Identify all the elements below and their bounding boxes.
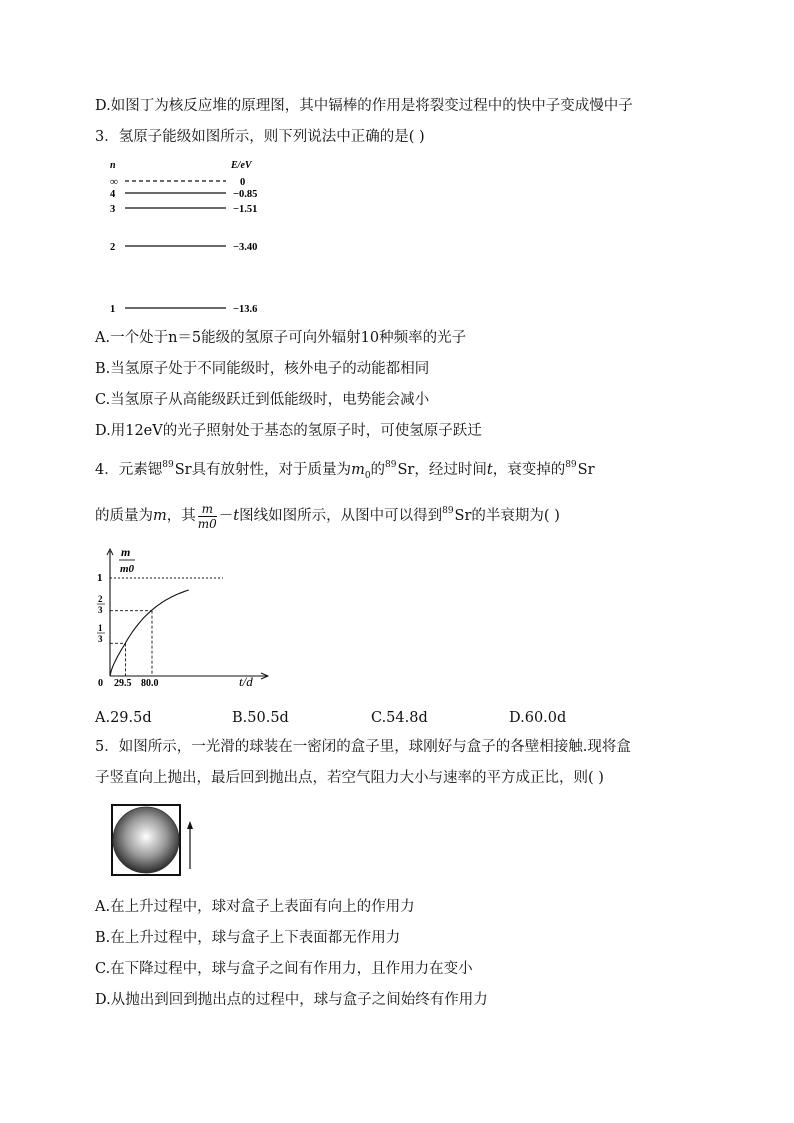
level-n-2: 2 [110, 242, 116, 253]
level-e-3: −1.51 [233, 204, 258, 215]
energy-level-diagram [100, 158, 300, 320]
level-n-1: 1 [110, 304, 116, 315]
q4-option-a: A.29.5d [95, 710, 152, 726]
question-5-line-2: 子竖直向上抛出，最后回到抛出点，若空气阻力大小与速率的平方成正比，则( ) [95, 770, 604, 786]
y-tick-1: 1 [97, 572, 103, 584]
q3-option-a: A.一个处于n＝5能级的氢原子可向外辐射10种频率的光子 [95, 330, 467, 346]
x-tick-80: 80.0 [141, 678, 159, 688]
level-n-3: 3 [110, 204, 116, 215]
level-e-4: −0.85 [233, 189, 258, 200]
svg-text:2: 2 [98, 594, 103, 604]
level-e-2: −3.40 [233, 242, 258, 253]
svg-text:1: 1 [98, 623, 103, 633]
question-4-line-2: 的质量为m，其 $\frac{m}{m0}$ －t图线如图所示，从图中可以得到$^{89}$Sr的半衰期为( ) [95, 501, 560, 531]
y-label-den: m0 [120, 563, 135, 575]
ball-box-figure [110, 803, 200, 879]
up-arrow-head [187, 821, 193, 829]
q3-option-c: C.当氢原子从高能级跃迁到低能级时，电势能会减小 [95, 392, 430, 408]
q4-option-c: C.54.8d [371, 710, 428, 726]
decay-chart [95, 543, 275, 688]
ball [113, 807, 179, 873]
question-3-stem: 3．氢原子能级如图所示，则下列说法中正确的是( ) [95, 129, 425, 145]
level-e-inf: 0 [240, 177, 246, 188]
q4-option-b: B.50.5d [232, 710, 289, 726]
question-5-line-1: 5．如图所示，一光滑的球装在一密闭的盒子里，球刚好与盒子的各壁相接触.现将盒 [95, 739, 631, 755]
option-d-prev: D.如图丁为核反应堆的原理图，其中镉棒的作用是将裂变过程中的快中子变成慢中子 [95, 98, 633, 114]
x-tick-29-5: 29.5 [114, 678, 132, 688]
q3-option-b: B.当氢原子处于不同能级时，核外电子的动能都相同 [95, 361, 430, 377]
e-header: E/eV [231, 160, 252, 171]
level-e-1: −13.6 [233, 304, 258, 315]
x-label: t/d [239, 674, 253, 688]
svg-text:3: 3 [98, 605, 103, 615]
q5-option-a: A.在上升过程中，球对盒子上表面有向上的作用力 [95, 899, 415, 915]
q5-option-b: B.在上升过程中，球与盒子上下表面都无作用力 [95, 930, 401, 946]
y-tick-two-thirds [97, 594, 105, 615]
svg-text:3: 3 [98, 634, 103, 644]
y-tick-one-third [97, 623, 105, 644]
level-n-4: 4 [110, 189, 116, 200]
level-n-inf: ∞ [110, 176, 118, 188]
series-curve [110, 590, 189, 676]
ratio-fraction: $\frac{m}{m0}$ [197, 501, 217, 531]
q5-option-d: D.从抛出到回到抛出点的过程中，球与盒子之间始终有作用力 [95, 992, 488, 1008]
q5-option-c: C.在下降过程中，球与盒子之间有作用力，且作用力在变小 [95, 961, 473, 977]
question-4-line-1: 4．元素锶$^{89}$Sr具有放射性，对于质量为$m_0$的$^{89}$Sr，经过时间t，衰变掉的$^{89}$Sr [95, 460, 595, 481]
q3-option-d: D.用12eV的光子照射处于基态的氢原子时，可使氢原子跃迁 [95, 423, 482, 439]
y-label-num: m [121, 545, 131, 559]
q4-option-d: D.60.0d [509, 710, 567, 726]
origin-label: 0 [98, 678, 103, 688]
n-header: n [110, 160, 116, 171]
